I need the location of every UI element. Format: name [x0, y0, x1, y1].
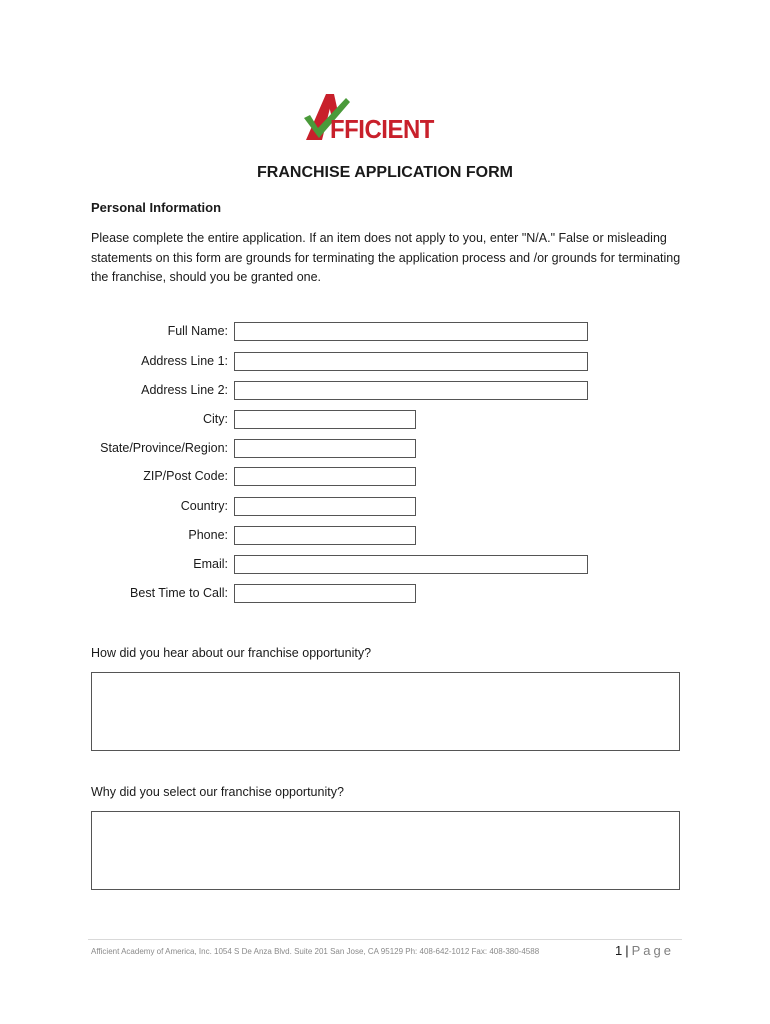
city-input[interactable]	[234, 410, 416, 429]
country-input[interactable]	[234, 497, 416, 516]
full-name-input[interactable]	[234, 322, 588, 341]
state-input[interactable]	[234, 439, 416, 458]
section-heading-personal: Personal Information	[91, 200, 222, 215]
logo-wordmark: FFICIENT	[330, 114, 434, 144]
footer-divider	[88, 939, 682, 940]
best-time-label: Best Time to Call:	[130, 586, 228, 600]
address-line-1-input[interactable]	[234, 352, 588, 371]
afficient-logo	[300, 88, 472, 146]
best-time-input[interactable]	[234, 584, 416, 603]
city-label: City:	[203, 412, 228, 426]
country-label: Country:	[180, 499, 228, 513]
phone-input[interactable]	[234, 526, 416, 545]
page-number	[615, 943, 674, 958]
field-row-phone	[0, 526, 770, 547]
question-why-label: Why did you select our franchise opportunity?	[91, 785, 344, 799]
page-title: FRANCHISE APPLICATION FORM	[257, 164, 513, 181]
state-label: State/Province/Region:	[100, 441, 228, 455]
email-input[interactable]	[234, 555, 588, 574]
field-row-country	[0, 497, 770, 518]
field-row-address2	[0, 381, 770, 402]
question-hear-textarea[interactable]	[91, 672, 680, 751]
question-why-textarea[interactable]	[91, 811, 680, 890]
page-number-separator: |	[625, 943, 629, 958]
address-line-2-label: Address Line 2:	[141, 383, 228, 397]
intro-paragraph: Please complete the entire application. If an item does not apply to you, enter "N/A." False or misleading statements on this form are grounds for terminating the application process and /or grounds for terminating the franchise, should you be granted one.	[91, 231, 681, 284]
zip-label: ZIP/Post Code:	[143, 469, 228, 483]
question-hear-label: How did you hear about our franchise opportunity?	[91, 646, 372, 660]
field-row-state	[0, 439, 770, 460]
address-line-1-label: Address Line 1:	[141, 354, 228, 368]
full-name-label: Full Name:	[167, 324, 228, 338]
page-number-value: 1	[615, 943, 623, 958]
phone-label: Phone:	[188, 528, 228, 542]
field-row-address1	[0, 352, 770, 373]
field-row-best-time	[0, 584, 770, 605]
page-word: Page	[631, 943, 674, 958]
field-row-zip	[0, 467, 770, 488]
field-row-full-name	[0, 322, 770, 343]
footer-address: Afficient Academy of America, Inc. 1054 S De Anza Blvd. Suite 201 San Jose, CA 95129 Ph: 408-642-1012 Fax: 408-380-4588	[91, 947, 540, 956]
field-row-city	[0, 410, 770, 431]
address-line-2-input[interactable]	[234, 381, 588, 400]
field-row-email	[0, 555, 770, 576]
email-label: Email:	[193, 557, 228, 571]
zip-input[interactable]	[234, 467, 416, 486]
